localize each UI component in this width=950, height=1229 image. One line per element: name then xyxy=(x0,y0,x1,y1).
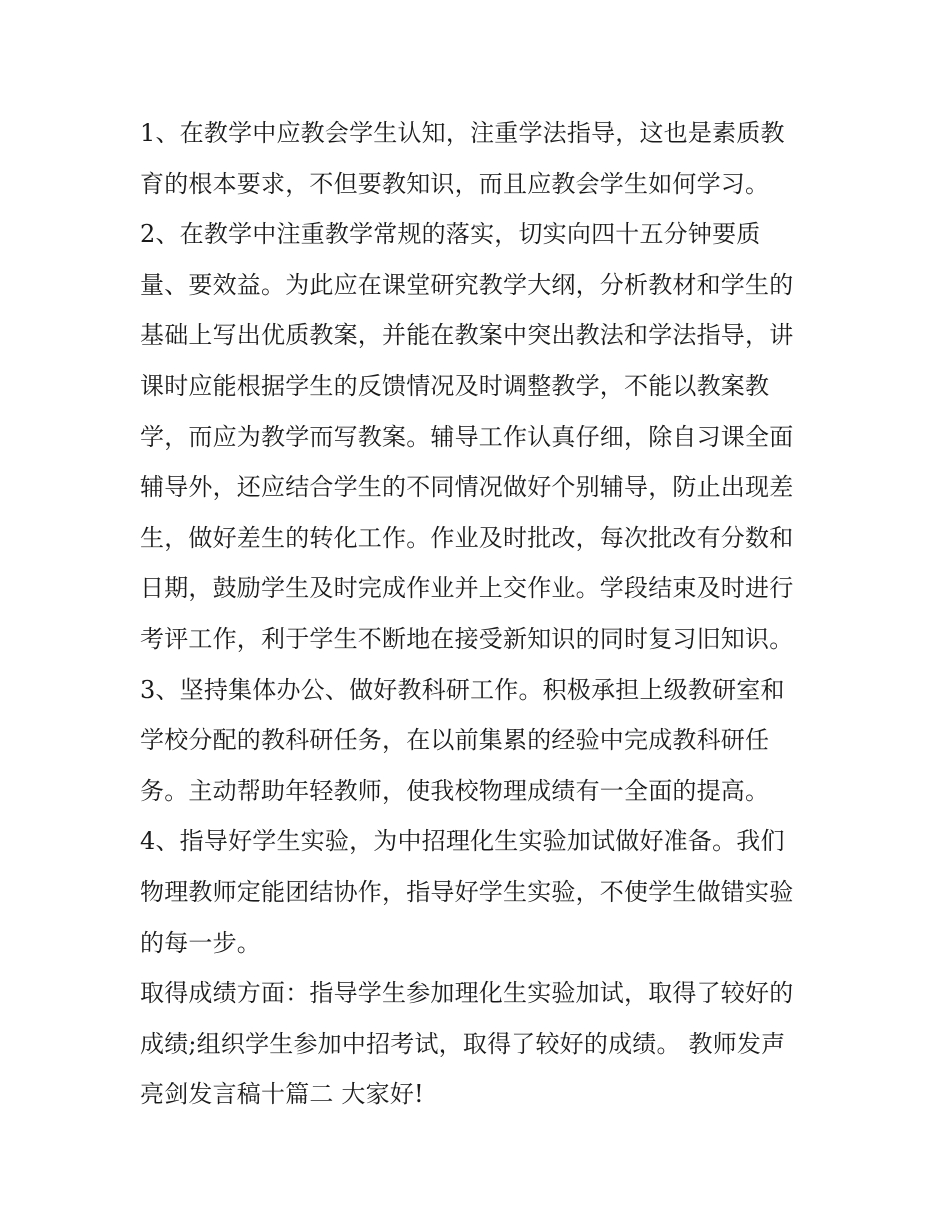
document-body xyxy=(140,108,820,1120)
text-line: 亮剑发言稿十篇二 大家好! xyxy=(140,1080,424,1109)
text-line: 成绩;组织学生参加中招考试，取得了较好的成绩。 教师发声 xyxy=(140,1029,786,1058)
text-line: 日期，鼓励学生及时完成作业并上交作业。学段结束及时进行 xyxy=(140,574,794,603)
text-line: 辅导外，还应结合学生的不同情况做好个别辅导，防止出现差 xyxy=(140,473,794,502)
text-line: 学，而应为教学而写教案。辅导工作认真仔细，除自习课全面 xyxy=(140,422,794,451)
text-line: 1、在教学中应教会学生认知，注重学法指导，这也是素质教 xyxy=(140,119,785,147)
text-line: 2、在教学中注重教学常规的落实，切实向四十五分钟要质 xyxy=(140,220,761,249)
text-line: 生，做好差生的转化工作。作业及时批改，每次批改有分数和 xyxy=(140,523,794,552)
text-line: 3、坚持集体办公、做好教科研工作。积极承担上级教研室和 xyxy=(140,675,785,704)
text-line: 4、指导好学生实验，为中招理化生实验加试做好准备。我们 xyxy=(140,827,785,856)
text-line: 学校分配的教科研任务，在以前集累的经验中完成教科研任 xyxy=(140,726,770,755)
text-line: 的每一步。 xyxy=(140,928,261,957)
text-line: 物理教师定能团结协作，指导好学生实验，不使学生做错实验 xyxy=(140,877,794,906)
text-line: 课时应能根据学生的反馈情况及时调整教学，不能以教案教 xyxy=(140,371,770,400)
text-line: 务。主动帮助年轻教师，使我校物理成绩有一全面的提高。 xyxy=(140,776,770,805)
text-line: 考评工作，利于学生不断地在接受新知识的同时复习旧知识。 xyxy=(140,624,794,653)
text-line: 量、要效益。为此应在课堂研究教学大纲，分析教材和学生的 xyxy=(140,270,794,299)
text-line: 取得成绩方面：指导学生参加理化生实验加试，取得了较好的 xyxy=(140,979,794,1008)
text-line: 育的根本要求，不但要教知识，而且应教会学生如何学习。 xyxy=(140,169,770,198)
text-line: 基础上写出优质教案，并能在教案中突出教法和学法指导，讲 xyxy=(140,321,794,350)
